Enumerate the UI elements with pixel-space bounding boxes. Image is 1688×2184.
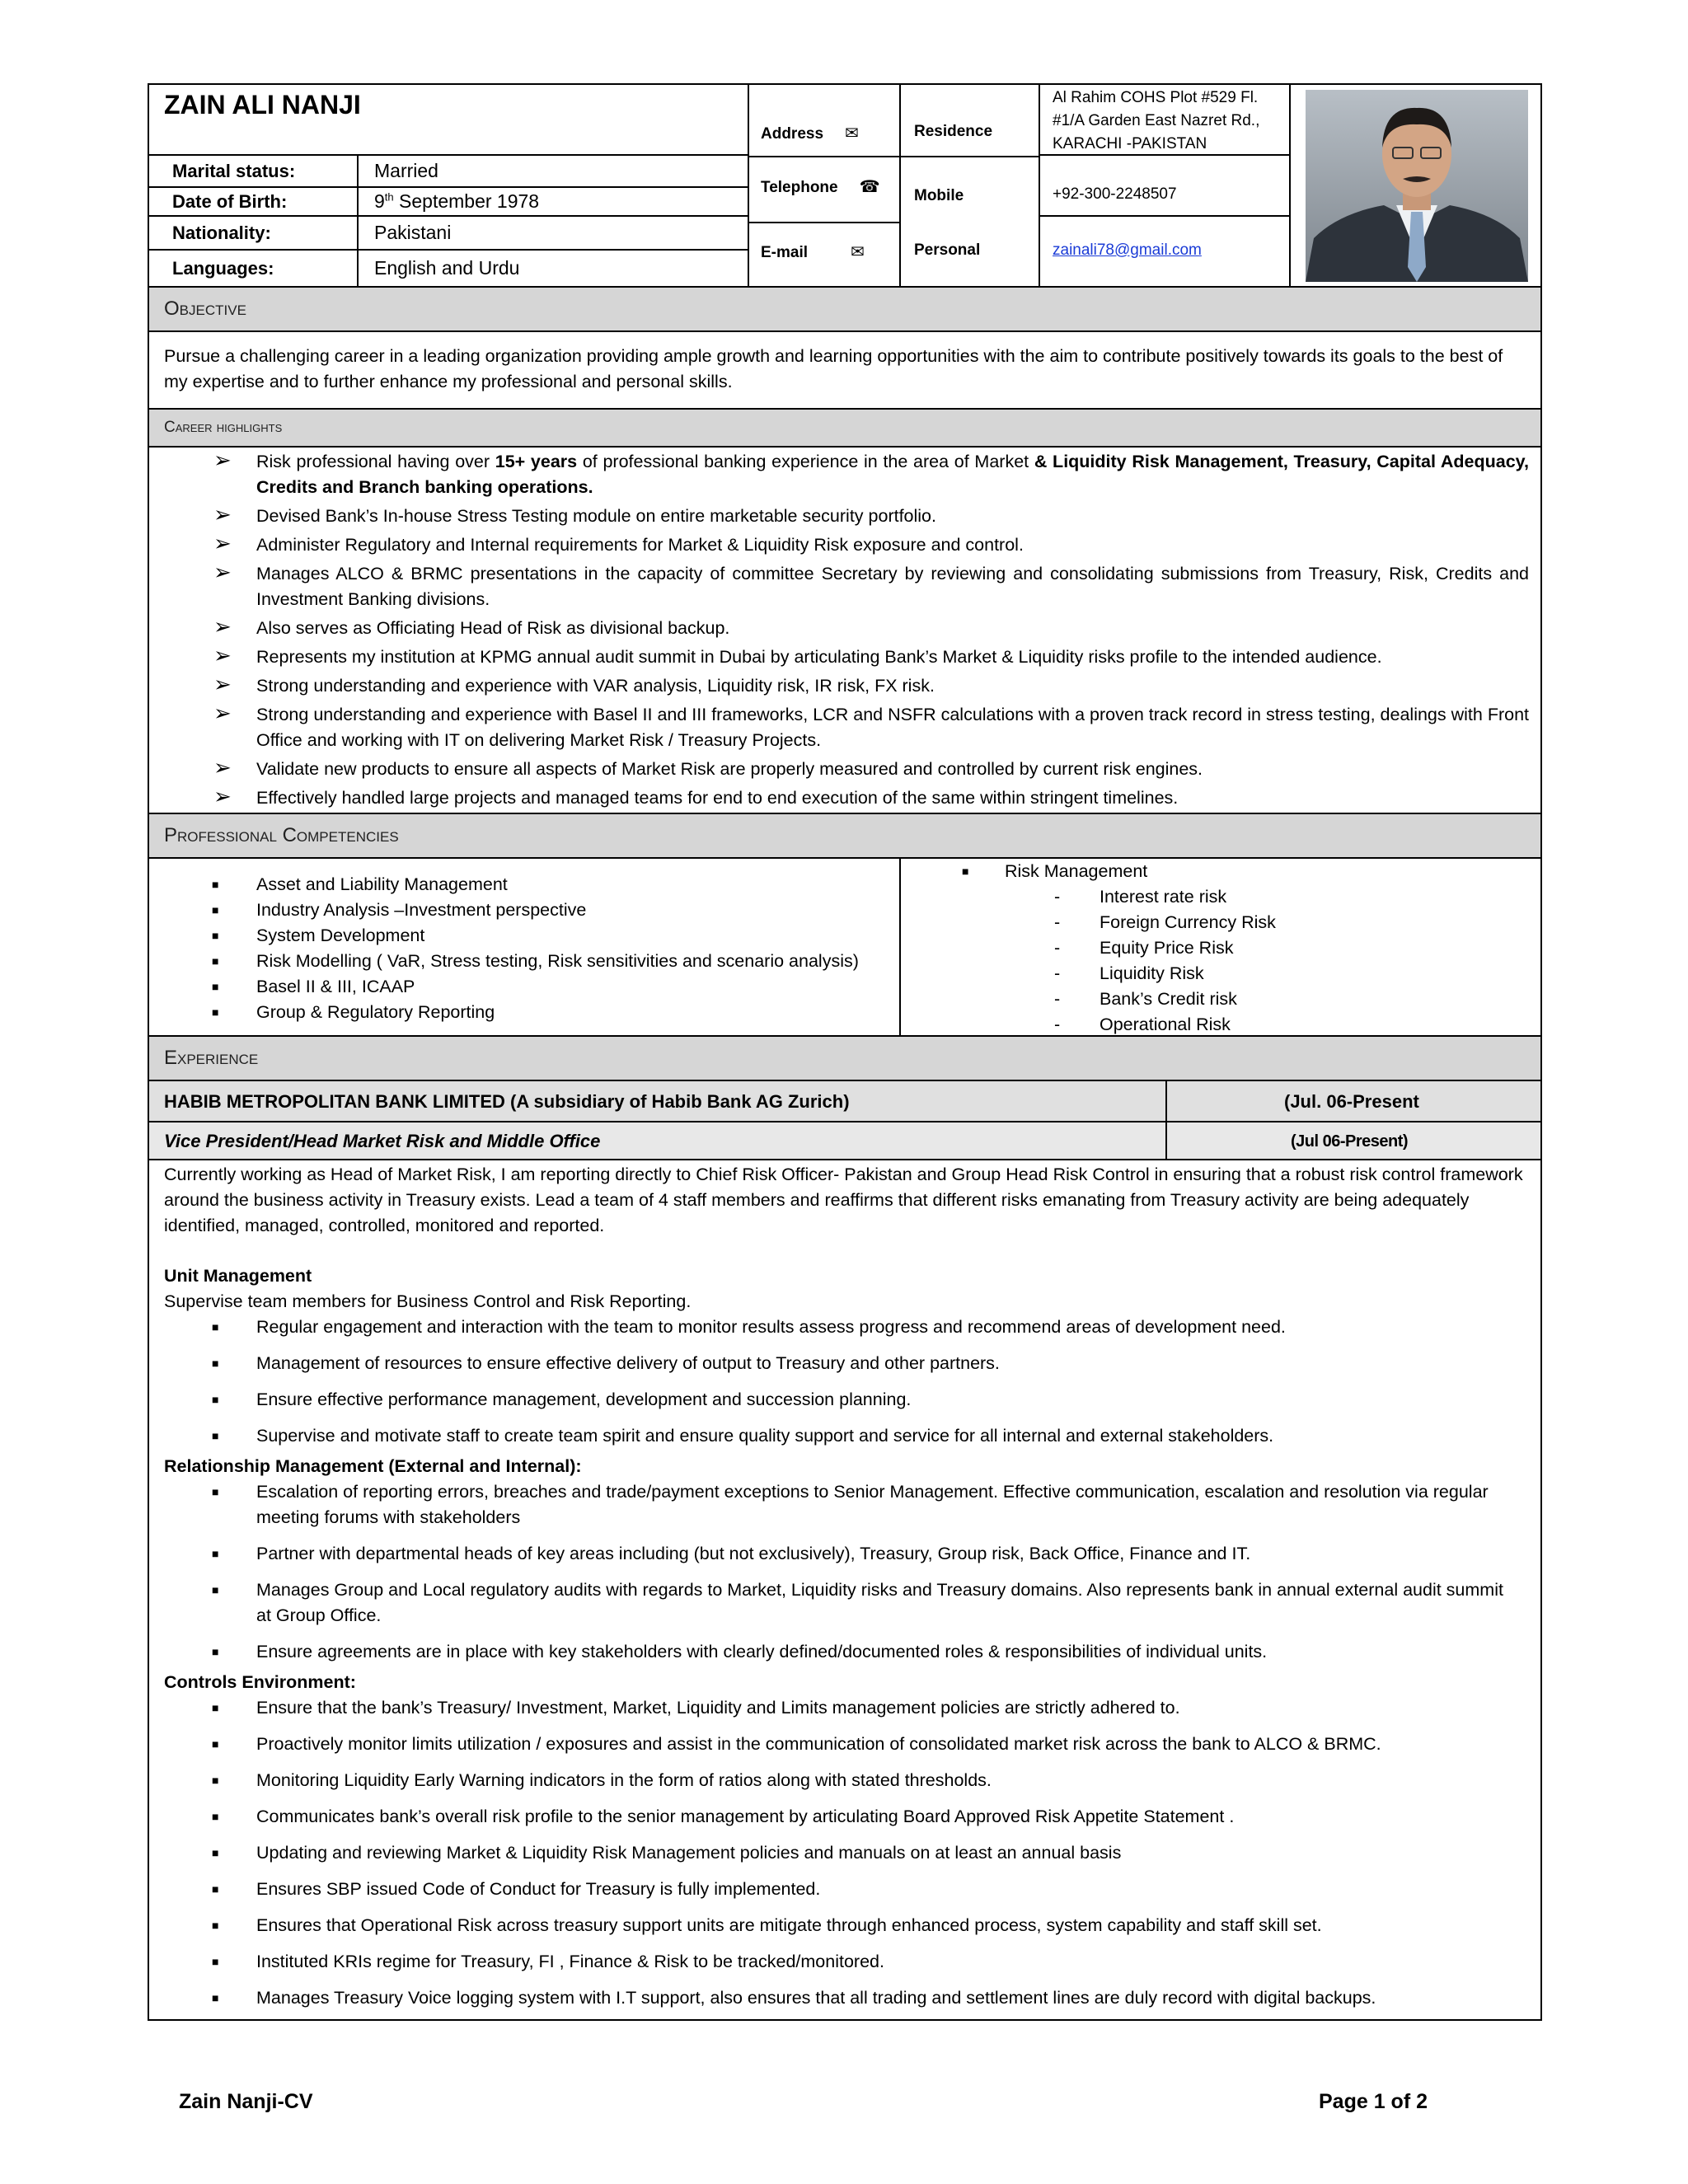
risk-subitem: - Liquidity Risk	[1054, 963, 1204, 983]
career-item: ➢ Risk professional having over 15+ years of professional banking experience in the area of Market & Liquidity Risk Management, Treasury, Capital Adequacy, Credits and Branch banking operations.	[213, 448, 1529, 497]
competency-item: ■ Asset and Liability Management	[212, 874, 508, 894]
career-item: ➢ Represents my institution at KPMG annual audit summit in Dubai by articulating Bank’s Market & Liquidity risks profile to the intended audience.	[213, 644, 1382, 668]
career-item: ➢ Also serves as Officiating Head of Risk as divisional backup.	[213, 615, 730, 640]
risk-subitem: - Interest rate risk	[1054, 887, 1227, 907]
arrow-bullet-icon: ➢	[213, 701, 232, 726]
unit-management-list	[149, 1315, 1529, 1449]
objective-heading: Objective	[149, 288, 1540, 332]
dob-label: Date of Birth:	[172, 191, 288, 212]
relationship-management-list	[149, 1479, 1529, 1665]
unit-management-intro: Supervise team members for Business Control and Risk Reporting.	[164, 1291, 692, 1311]
list-item: ■ Proactively monitor limits utilization / exposures and assist in the communication of consolidated market risk across the bank to ALCO & BRMC.	[212, 1734, 1381, 1754]
candidate-name: ZAIN ALI NANJI	[164, 90, 361, 120]
arrow-bullet-icon: ➢	[213, 532, 232, 556]
portrait-photo	[1306, 90, 1528, 282]
residence-label: Residence	[914, 123, 993, 140]
arrow-bullet-icon: ➢	[213, 615, 232, 640]
role-row	[149, 1122, 1540, 1160]
controls-environment-title: Controls Environment:	[164, 1672, 356, 1692]
competency-item: ■ Basel II & III, ICAAP	[212, 977, 415, 996]
envelope-hand-icon: ✉	[845, 123, 859, 143]
objective-text: Pursue a challenging career in a leading organization providing ample growth and learning opportunities with the aim to contribute positively towards its goals to the best of my expertise and to further enhance my professional and personal skills.	[149, 332, 1540, 410]
email-link[interactable]: zainali78@gmail.com	[1053, 241, 1202, 259]
career-highlights-heading: Career highlights	[149, 410, 1540, 448]
arrow-bullet-icon: ➢	[213, 644, 232, 668]
arrow-bullet-icon: ➢	[213, 503, 232, 527]
career-item: ➢ Manages ALCO & BRMC presentations in the capacity of committee Secretary by reviewing and consolidating submissions from Treasury, Risk, Credits and Investment Banking divisions.	[213, 560, 1529, 609]
unit-management-title: Unit Management	[164, 1266, 312, 1286]
page-number: Page 1 of 2	[1319, 2090, 1428, 2113]
list-item: ■ Manages Group and Local regulatory audits with regards to Market, Liquidity risks and Treasury domains. Also represents bank in annual external audit summit at Group Office.	[212, 1580, 1503, 1625]
career-item: ➢ Strong understanding and experience with VAR analysis, Liquidity risk, IR risk, FX risk.	[213, 673, 935, 697]
list-item: ■ Escalation of reporting errors, breaches and trade/payment exceptions to Senior Management. Effective communication, escalation and resolution via regular meeting forums with stakeholders	[212, 1482, 1489, 1527]
mobile-label: Mobile	[914, 187, 964, 204]
mailbox-icon: ✉	[851, 241, 865, 261]
career-item: ➢ Validate new products to ensure all aspects of Market Risk are properly measured and controlled by current risk engines.	[213, 756, 1203, 780]
relationship-management-title: Relationship Management (External and Internal):	[164, 1456, 582, 1476]
languages-label: Languages:	[172, 258, 274, 279]
risk-subitem: - Foreign Currency Risk	[1054, 912, 1276, 932]
employer-name: HABIB METROPOLITAN BANK LIMITED (A subsidiary of Habib Bank AG Zurich)	[164, 1091, 850, 1112]
list-item: ■ Ensures SBP issued Code of Conduct for Treasury is fully implemented.	[212, 1879, 821, 1899]
list-item: ■ Supervise and motivate staff to create team spirit and ensure quality support and service for all internal and external stakeholders.	[212, 1426, 1274, 1446]
employer-period: (Jul. 06-Present	[1284, 1091, 1419, 1112]
list-item: ■ Ensure effective performance management, development and succession planning.	[212, 1390, 912, 1409]
competencies-block	[149, 859, 1540, 1037]
list-item: ■ Manages Treasury Voice logging system with I.T support, also ensures that all trading and settlement lines are duly record with digital backups.	[212, 1988, 1376, 2008]
competencies-heading: Professional Competencies	[149, 814, 1540, 859]
experience-body	[149, 1160, 1540, 2019]
competencies-left-list	[149, 872, 899, 1025]
employer-row	[149, 1081, 1540, 1122]
role-period: (Jul 06-Present)	[1291, 1132, 1409, 1151]
list-item: ■ Regular engagement and interaction with the team to monitor results assess progress and recommend areas of development need.	[212, 1317, 1286, 1337]
career-item: ➢ Strong understanding and experience with Basel II and III frameworks, LCR and NSFR calculations with a proven track record in stress testing, dealings with Front Office and working with IT on delivering Market Risk / Treasury Projects.	[213, 701, 1529, 750]
email-label: E-mail ✉	[761, 241, 865, 261]
career-highlights-list	[149, 448, 1540, 814]
mobile-number: +92-300-2248507	[1053, 185, 1177, 203]
list-item: ■ Ensure agreements are in place with key stakeholders with clearly defined/documented roles & responsibilities of individual units.	[212, 1642, 1268, 1661]
list-item: ■ Instituted KRIs regime for Treasury, FI , Finance & Risk to be tracked/monitored.	[212, 1952, 884, 1971]
list-item: ■ Partner with departmental heads of key areas including (but not exclusively), Treasury, Group risk, Back Office, Finance and IT.	[212, 1544, 1251, 1563]
marital-label: Marital status:	[172, 161, 296, 181]
footer-title: Zain Nanji-CV	[179, 2090, 313, 2113]
career-item: ➢ Devised Bank’s In-house Stress Testing module on entire marketable security portfolio.	[213, 503, 936, 527]
address-label: Address ✉	[761, 123, 859, 143]
risk-management-title: ■ Risk Management	[962, 861, 1148, 881]
risk-subitem: - Bank’s Credit risk	[1054, 989, 1237, 1009]
career-item: ➢ Administer Regulatory and Internal requirements for Market & Liquidity Risk exposure and control.	[213, 532, 1024, 556]
arrow-bullet-icon: ➢	[213, 560, 232, 585]
competency-item: ■ Risk Modelling ( VaR, Stress testing, Risk sensitivities and scenario analysis)	[212, 951, 859, 971]
telephone-icon: ☎	[859, 176, 880, 196]
list-item: ■ Ensures that Operational Risk across treasury support units are mitigate through enhanced process, system capability and staff skill set.	[212, 1915, 1322, 1935]
cv-document	[148, 83, 1542, 2021]
competency-item: ■ Group & Regulatory Reporting	[212, 1002, 495, 1022]
controls-environment-list	[149, 1695, 1529, 2011]
career-item: ➢ Effectively handled large projects and managed teams for end to end execution of the same within stringent timelines.	[213, 785, 1179, 809]
arrow-bullet-icon: ➢	[213, 448, 232, 473]
list-item: ■ Communicates bank’s overall risk profile to the senior management by articulating Board Approved Risk Appetite Statement .	[212, 1807, 1235, 1826]
telephone-label: Telephone ☎	[761, 176, 880, 196]
role-title: Vice President/Head Market Risk and Middle Office	[164, 1131, 601, 1151]
languages-value: English and Urdu	[374, 257, 520, 279]
experience-summary: Currently working as Head of Market Risk, I am reporting directly to Chief Risk Officer- Pakistan and Group Head Risk Control in ensuring that a robust risk control framework around the business activity in Treasury exists. Lead a team of 4 staff members and reaffirms that different risks emanating from Treasury activity are being adequately identified, managed, controlled, monitored and reported.	[164, 1165, 1523, 1235]
experience-heading: Experience	[149, 1037, 1540, 1081]
list-item: ■ Ensure that the bank’s Treasury/ Investment, Market, Liquidity and Limits management policies are strictly adhered to.	[212, 1698, 1180, 1718]
risk-subitem: - Operational Risk	[1054, 1015, 1231, 1034]
arrow-bullet-icon: ➢	[213, 785, 232, 809]
risk-subitem: - Equity Price Risk	[1054, 938, 1234, 958]
list-item: ■ Updating and reviewing Market & Liquidity Risk Management policies and manuals on at least an annual basis	[212, 1843, 1122, 1863]
residence-address: Al Rahim COHS Plot #529 Fl. #1/A Garden East Nazret Rd., KARACHI -PAKISTAN	[1053, 89, 1260, 152]
list-item: ■ Monitoring Liquidity Early Warning indicators in the form of ratios along with stated thresholds.	[212, 1770, 992, 1790]
personal-label: Personal	[914, 241, 981, 259]
arrow-bullet-icon: ➢	[213, 673, 232, 697]
nationality-label: Nationality:	[172, 223, 271, 243]
competency-item: ■ System Development	[212, 926, 425, 945]
list-item: ■ Management of resources to ensure effective delivery of output to Treasury and other partners.	[212, 1353, 1000, 1373]
arrow-bullet-icon: ➢	[213, 756, 232, 780]
dob-value: 9th September 1978	[374, 190, 540, 212]
header-block	[149, 85, 1540, 288]
competency-item: ■ Industry Analysis –Investment perspective	[212, 900, 587, 920]
competencies-right-list	[899, 859, 1542, 1038]
marital-value: Married	[374, 160, 438, 181]
nationality-value: Pakistani	[374, 222, 452, 243]
